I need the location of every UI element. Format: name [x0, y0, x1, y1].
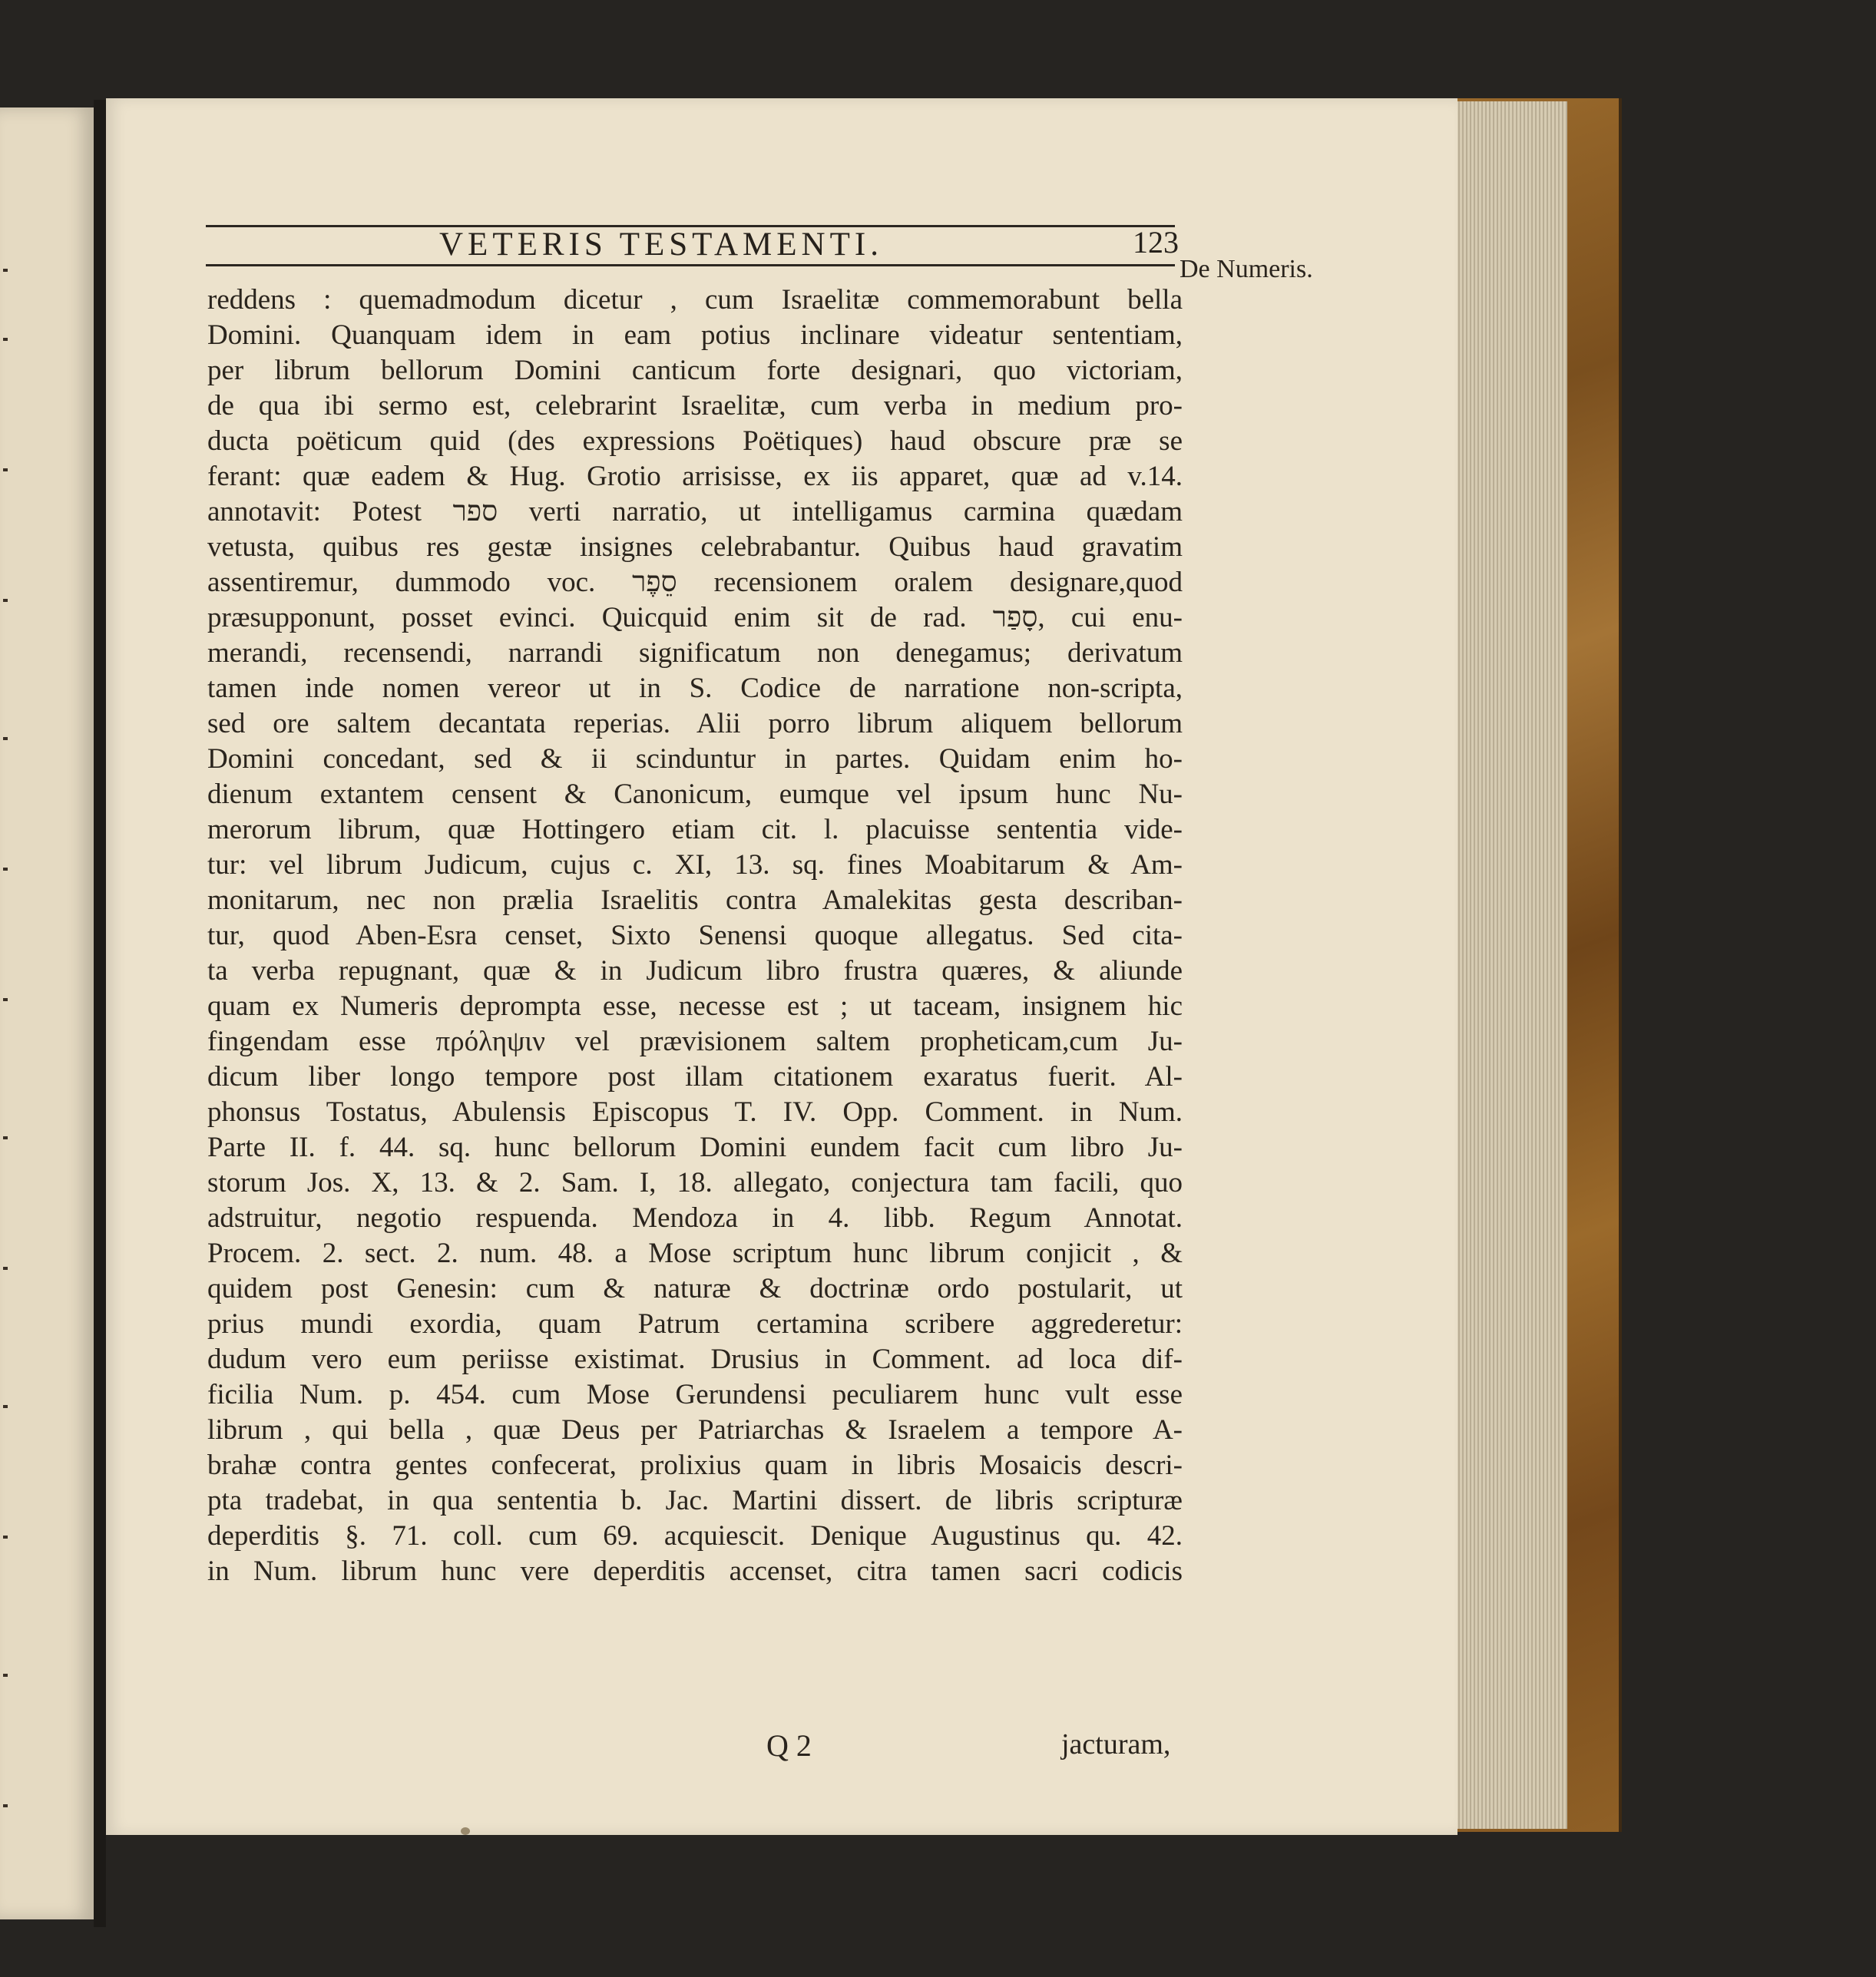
text-line: assentiremur, dummodo voc. סֵפֶר recensionem oralem designare,quod — [207, 567, 1183, 598]
text-line: adstruitur, negotio respuenda. Mendoza in 4. libb. Regum Annotat. — [207, 1202, 1183, 1234]
text-line: præsupponunt, posset evinci. Quicquid enim sit de rad. סָפַר, cui enu- — [207, 602, 1183, 633]
text-line: vetusta, quibus res gestæ insignes celebrabantur. Quibus haud gravatim — [207, 531, 1183, 563]
text-line: brahæ contra gentes confecerat, prolixius quam in libris Mosaicis descri- — [207, 1450, 1183, 1481]
text-line: Parte II. f. 44. sq. hunc bellorum Domini eundem facit cum libro Ju- — [207, 1132, 1183, 1163]
text-line: in Num. librum hunc vere deperditis accenset, citra tamen sacri codicis — [207, 1555, 1183, 1587]
text-fragment — [3, 1804, 8, 1807]
text-fragment — [3, 1405, 8, 1408]
page-number: 123 — [1133, 225, 1179, 260]
text-fragment — [3, 599, 8, 602]
text-line: per librum bellorum Domini canticum forte designari, quo victoriam, — [207, 355, 1183, 386]
text-fragment — [3, 868, 8, 871]
margin-note: De Numeris. — [1180, 255, 1313, 283]
text-fragment — [3, 338, 8, 341]
text-line: reddens : quemadmodum dicetur , cum Israelitæ commemorabunt bella — [207, 284, 1183, 316]
text-fragment — [3, 737, 8, 740]
text-line: storum Jos. X, 13. & 2. Sam. I, 18. allegato, conjectura tam facili, quo — [207, 1167, 1183, 1198]
text-line: fingendam esse πρόληψιν vel prævisionem saltem propheticam,cum Ju- — [207, 1026, 1183, 1057]
text-line: tamen inde nomen vereor ut in S. Codice de narratione non-scripta, — [207, 673, 1183, 704]
text-fragment — [3, 998, 8, 1001]
running-title: VETERIS TESTAMENTI. — [439, 226, 883, 263]
body-text — [207, 283, 1183, 1589]
text-line: quam ex Numeris deprompta esse, necesse est ; ut taceam, insignem hic — [207, 990, 1183, 1022]
text-line: dicum liber longo tempore post illam citationem exaratus fuerit. Al- — [207, 1061, 1183, 1093]
book-gutter — [94, 100, 106, 1927]
text-line: prius mundi exordia, quam Patrum certamina scribere aggrederetur: — [207, 1308, 1183, 1340]
text-line: merandi, recensendi, narrandi significatum non denegamus; derivatum — [207, 637, 1183, 669]
text-line: sed ore saltem decantata reperias. Alii porro librum aliquem bellorum — [207, 708, 1183, 739]
page-edges — [1451, 101, 1567, 1829]
left-facing-page — [0, 107, 94, 1919]
text-line: pta tradebat, in qua sententia b. Jac. Martini dissert. de libris scripturæ — [207, 1485, 1183, 1516]
text-line: quidem post Genesin: cum & naturæ & doctrinæ ordo postularit, ut — [207, 1273, 1183, 1304]
text-line: ducta poëticum quid (des expressions Poëtiques) haud obscure præ se — [207, 425, 1183, 457]
text-fragment — [3, 1536, 8, 1539]
text-line: de qua ibi sermo est, celebrarint Israelitæ, cum verba in medium pro- — [207, 390, 1183, 422]
text-fragment — [3, 468, 8, 471]
signature-mark: Q 2 — [766, 1728, 812, 1763]
text-line: dienum extantem censent & Canonicum, eumque vel ipsum hunc Nu- — [207, 779, 1183, 810]
text-line: deperditis §. 71. coll. cum 69. acquiescit. Denique Augustinus qu. 42. — [207, 1520, 1183, 1552]
text-line: Procem. 2. sect. 2. num. 48. a Mose scriptum hunc librum conjicit , & — [207, 1238, 1183, 1269]
text-line: Domini concedant, sed & ii scinduntur in partes. Quidam enim ho- — [207, 743, 1183, 775]
text-fragment — [3, 1674, 8, 1677]
header-rule-bottom — [206, 264, 1175, 266]
text-line: merorum librum, quæ Hottingero etiam cit. l. placuisse sententia vide- — [207, 814, 1183, 845]
text-line: tur: vel librum Judicum, cujus c. XI, 13. sq. fines Moabitarum & Am- — [207, 849, 1183, 881]
text-line: Domini. Quanquam idem in eam potius inclinare videatur sententiam, — [207, 319, 1183, 351]
text-line: ta verba repugnant, quæ & in Judicum libro frustra quæres, & aliunde — [207, 955, 1183, 987]
text-fragment — [3, 1136, 8, 1139]
text-line: ferant: quæ eadem & Hug. Grotio arrisisse, ex iis apparet, quæ ad v.14. — [207, 461, 1183, 492]
text-line: dudum vero eum periisse existimat. Drusius in Comment. ad loca dif- — [207, 1344, 1183, 1375]
text-line: tur, quod Aben-Esra censet, Sixto Senensi quoque allegatus. Sed cita- — [207, 920, 1183, 951]
text-fragment — [3, 269, 8, 272]
text-fragment — [3, 1267, 8, 1270]
text-line: librum , qui bella , quæ Deus per Patriarchas & Israelem a tempore A- — [207, 1414, 1183, 1446]
paper-speck — [461, 1827, 470, 1835]
catchword: jacturam, — [1061, 1728, 1171, 1760]
text-line: annotavit: Potest ספר verti narratio, ut intelligamus carmina quædam — [207, 496, 1183, 527]
text-line: phonsus Tostatus, Abulensis Episcopus T. IV. Opp. Comment. in Num. — [207, 1096, 1183, 1128]
text-line: monitarum, nec non prælia Israelitis contra Amalekitas gesta describan- — [207, 884, 1183, 916]
text-line: ficilia Num. p. 454. cum Mose Gerundensi peculiarem hunc vult esse — [207, 1379, 1183, 1410]
